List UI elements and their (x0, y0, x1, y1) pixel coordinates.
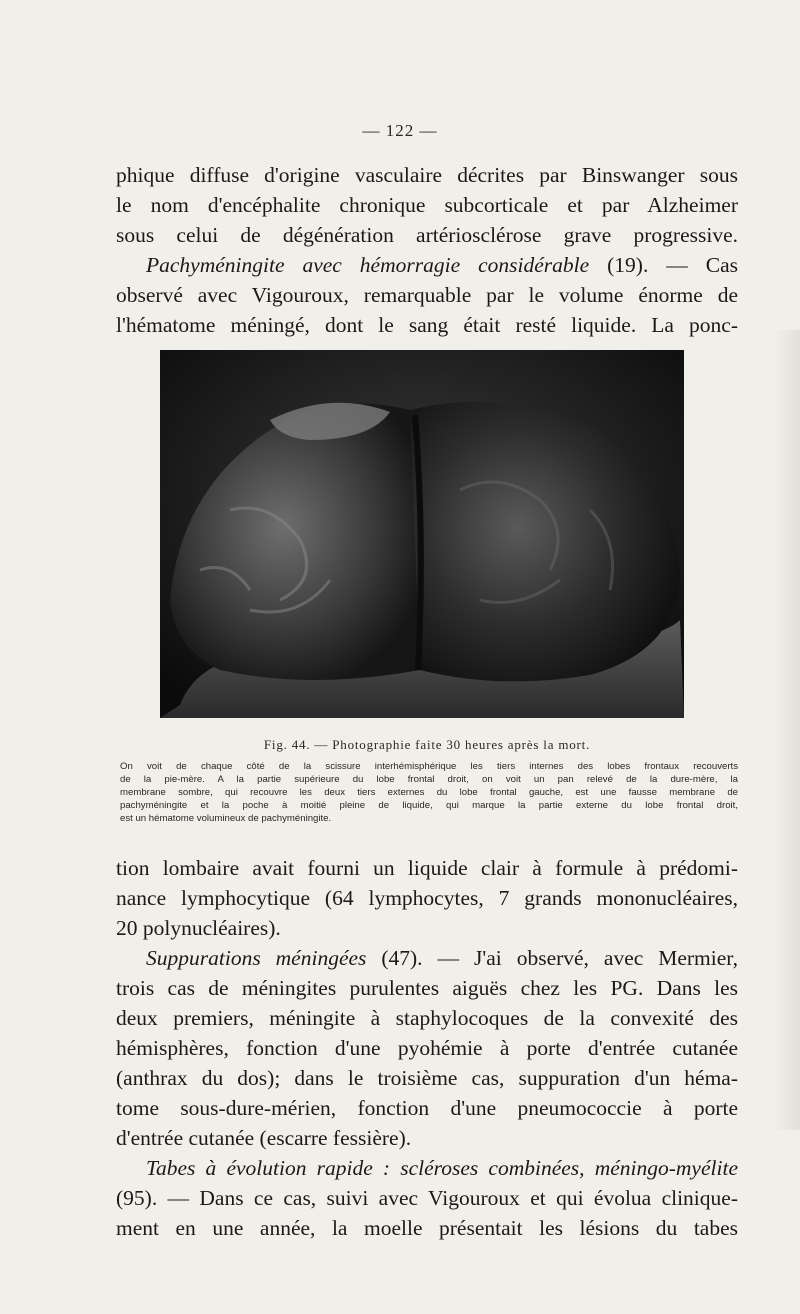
text-line (116, 1183, 738, 1213)
figure-caption: Fig. 44. — Photographie faite 30 heures après la mort. (263, 737, 591, 752)
legend-line: est un hématome volumineux de pachyméningite. (120, 813, 332, 824)
text-line: trois cas de méningites purulentes aiguës chez les PG. Dans les (116, 976, 738, 1000)
text-line: l'hématome méningé, dont le sang était resté liquide. La ponc- (116, 313, 738, 337)
text-line: sous celui de dégénération artériosclérose grave progressive. (116, 223, 738, 247)
text-line: phique diffuse d'origine vasculaire décrites par Binswanger sous (116, 163, 738, 187)
section-heading-suppurations: Suppurations méningées (146, 946, 367, 970)
text-line: (anthrax du dos); dans le troisième cas, suppuration d'un héma- (116, 1066, 738, 1090)
legend-line: On voit de chaque côté de la scissure interhémisphérique les tiers internes des lobes frontaux recouverts (120, 761, 738, 772)
text-line: 20 polynucléaires). (116, 916, 281, 940)
text-line: nance lymphocytique (64 lymphocytes, 7 grands mononucléaires, (116, 886, 738, 910)
section-heading-pachymeningite: Pachyméningite avec hémorragie considérable (146, 253, 590, 277)
section-heading-tabes (116, 1153, 738, 1183)
legend-line: pachyméningite et la poche à moitié pleine de liquide, qui marque la partie externe du lobe frontal droit, (120, 800, 738, 811)
text-line: le nom d'encéphalite chronique subcorticale et par Alzheimer (116, 193, 738, 217)
bottom-paragraphs (116, 853, 738, 1243)
page-number: — 122 — (362, 121, 438, 140)
text-line-rest: . — Dans ce cas, suivi avec Vigouroux et qui évolua clinique- (151, 1186, 738, 1210)
text-line: deux premiers, méningite à staphylocoques de la convexité des (116, 1006, 738, 1030)
text-line: observé avec Vigouroux, remarquable par le volume énorme de (116, 283, 738, 307)
reference-text: (19). — Cas (589, 253, 738, 277)
top-paragraphs (116, 160, 738, 340)
brain-photograph (160, 350, 684, 718)
text-line: tion lombaire avait fourni un liquide clair à formule à prédomi- (116, 856, 738, 880)
text-line (116, 943, 738, 973)
figure-legend (120, 760, 738, 825)
text-line: tome sous-dure-mérien, fonction d'une pneumococcie à porte (116, 1096, 738, 1120)
italic-heading: Tabes à évolution rapide : scléroses combinées, méningo-myélite (146, 1156, 738, 1180)
text-line (116, 250, 738, 280)
legend-line: de la pie-mère. A la partie supérieure du lobe frontal droit, on voit un pan relevé de la dure-mère, la (120, 774, 738, 785)
text-line: d'entrée cutanée (escarre fessière). (116, 1126, 412, 1150)
legend-line: membrane sombre, qui recouvre les deux tiers externes du lobe frontal gauche, est une fausse membrane de (120, 787, 738, 798)
text-line: ment en une année, la moelle présentait les lésions du tabes (116, 1216, 738, 1240)
page-edge-shadow (774, 330, 800, 1130)
reference-text: (47). — J'ai observé, avec Mermier, (366, 946, 738, 970)
reference-text: (95) (116, 1186, 152, 1210)
text-line: hémisphères, fonction d'une pyohémie à porte d'entrée cutanée (116, 1036, 738, 1060)
